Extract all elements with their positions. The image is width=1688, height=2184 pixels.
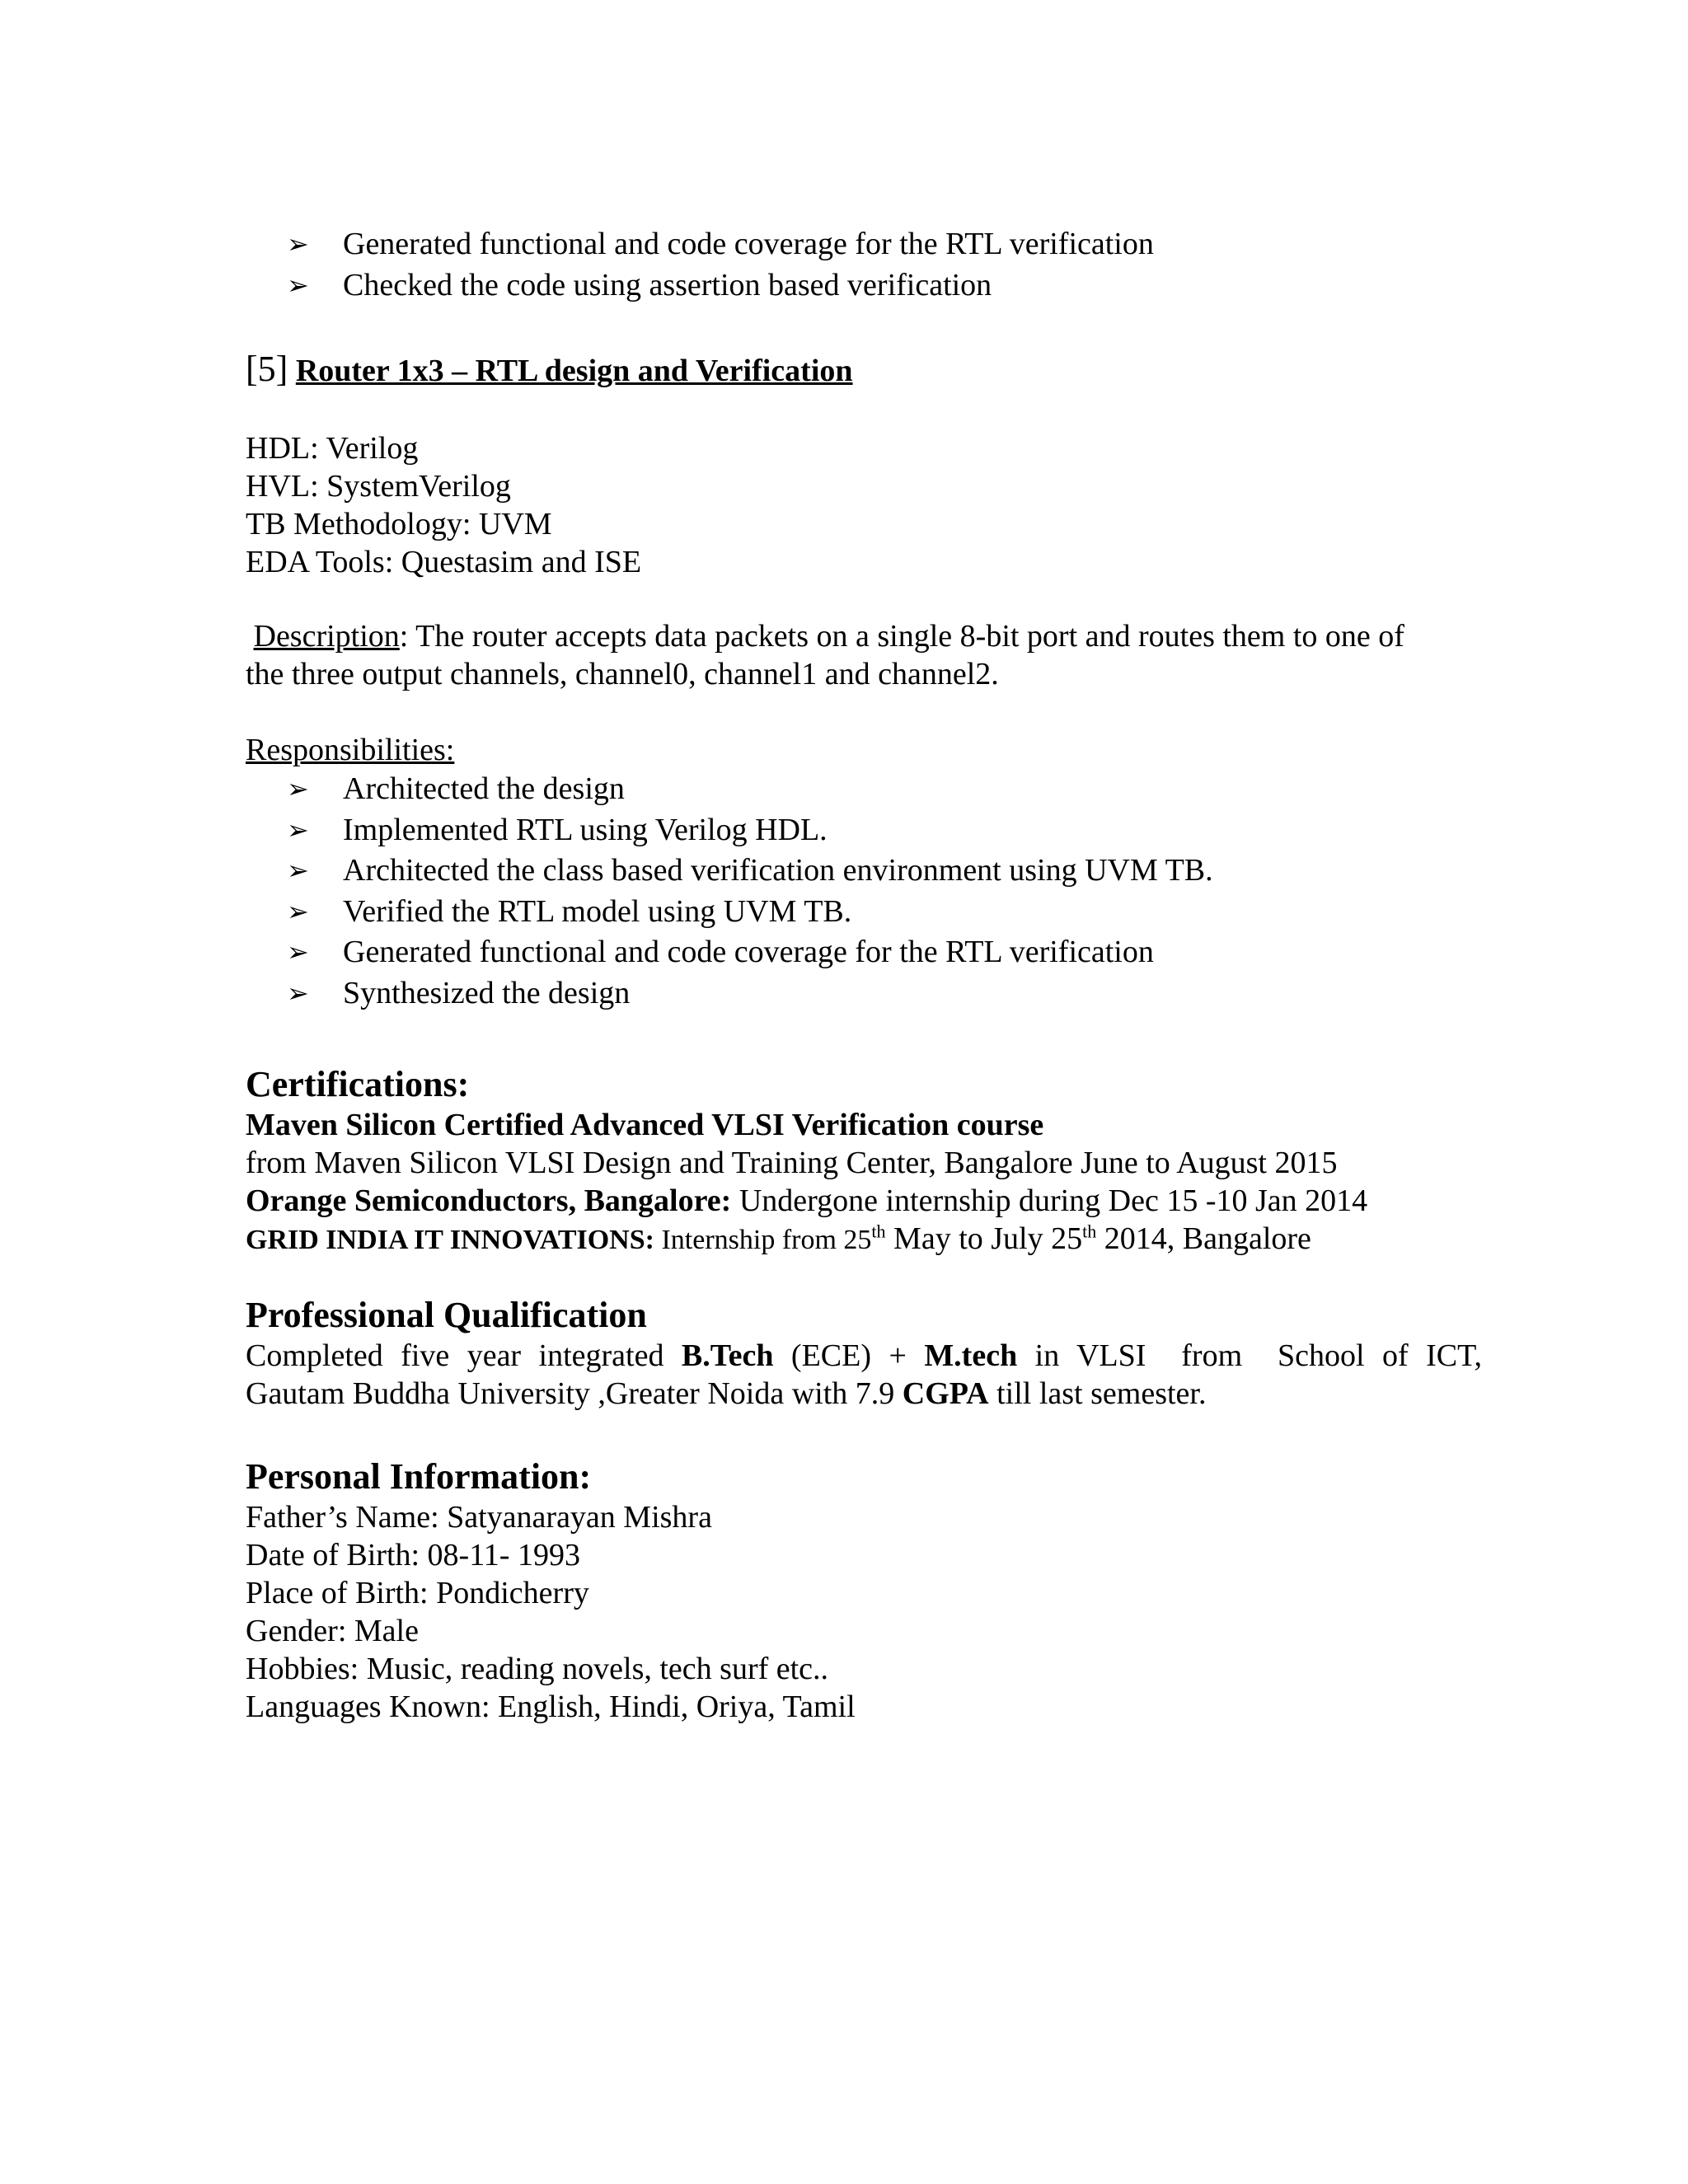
list-item: ➢ Generated functional and code coverage for the RTL verification bbox=[246, 932, 1482, 973]
list-item: ➢ Verified the RTL model using UVM TB. bbox=[246, 892, 1482, 933]
section-heading: Personal Information: bbox=[246, 1456, 592, 1497]
personal-line: Date of Birth: 08-11- 1993 bbox=[246, 1538, 580, 1572]
orange-internship: Orange Semiconductors, Bangalore: Undergone internship during Dec 15 -10 Jan 2014 bbox=[246, 1183, 1368, 1218]
list-item: ➢ Architected the class based verification environment using UVM TB. bbox=[246, 851, 1482, 892]
personal-line: Place of Birth: Pondicherry bbox=[246, 1576, 589, 1610]
section-heading: Certifications: bbox=[246, 1064, 470, 1104]
project-specs bbox=[246, 429, 1482, 581]
spec-line: HVL: SystemVerilog bbox=[246, 469, 511, 504]
arrow-bullet-icon: ➢ bbox=[287, 228, 309, 260]
arrow-bullet-icon: ➢ bbox=[287, 895, 309, 927]
list-item: ➢ Implemented RTL using Verilog HDL. bbox=[246, 810, 1482, 851]
personal-line: Gender: Male bbox=[246, 1614, 419, 1648]
section-heading: Professional Qualification bbox=[246, 1295, 647, 1335]
list-item: ➢ Generated functional and code coverage for the RTL verification bbox=[246, 224, 1482, 265]
arrow-bullet-icon: ➢ bbox=[287, 813, 309, 846]
description-label: Description bbox=[253, 619, 400, 654]
spec-line: TB Methodology: UVM bbox=[246, 507, 552, 541]
responsibilities-label: Responsibilities: bbox=[246, 733, 455, 767]
arrow-bullet-icon: ➢ bbox=[287, 773, 309, 804]
course-detail: from Maven Silicon VLSI Design and Training Center, Bangalore June to August 2015 bbox=[246, 1146, 1338, 1180]
qualification-text: Completed five year integrated B.Tech (ECE) + M.tech in VLSI from School of ICT, Gautam Buddha University ,Greater Noida with 7.9 CGPA till last semester. bbox=[246, 1338, 1482, 1411]
spec-line: EDA Tools: Questasim and ISE bbox=[246, 545, 642, 579]
arrow-bullet-icon: ➢ bbox=[287, 855, 309, 886]
spec-line: HDL: Verilog bbox=[246, 431, 419, 466]
list-item: ➢ Synthesized the design bbox=[246, 973, 1482, 1015]
arrow-bullet-icon: ➢ bbox=[287, 936, 309, 968]
personal-line: Hobbies: Music, reading novels, tech surf etc.. bbox=[246, 1652, 829, 1686]
grid-internship: GRID INDIA IT INNOVATIONS: Internship from 25th May to July 25th 2014, Bangalore bbox=[246, 1221, 1311, 1256]
responsibilities-list bbox=[246, 769, 1482, 1014]
project-title: Router 1x3 – RTL design and Verification bbox=[295, 354, 853, 388]
list-item: ➢ Architected the design bbox=[246, 769, 1482, 810]
top-bullet-list bbox=[246, 224, 1482, 306]
project-description: Description: The router accepts data packets on a single 8-bit port and routes them to one of the three output channels, channel0, channel1 and channel2. bbox=[246, 619, 1404, 691]
project-heading bbox=[246, 350, 1482, 388]
arrow-bullet-icon: ➢ bbox=[287, 269, 309, 301]
project-number: [5] bbox=[246, 349, 288, 389]
arrow-bullet-icon: ➢ bbox=[287, 977, 309, 1009]
personal-section bbox=[246, 1455, 1482, 1726]
qualification-section bbox=[246, 1294, 1482, 1413]
certifications-section bbox=[246, 1063, 1482, 1258]
personal-line: Father’s Name: Satyanarayan Mishra bbox=[246, 1500, 712, 1535]
personal-line: Languages Known: English, Hindi, Oriya, Tamil bbox=[246, 1690, 856, 1724]
list-item: ➢ Checked the code using assertion based verification bbox=[246, 265, 1482, 307]
course-title: Maven Silicon Certified Advanced VLSI Verification course bbox=[246, 1108, 1044, 1142]
